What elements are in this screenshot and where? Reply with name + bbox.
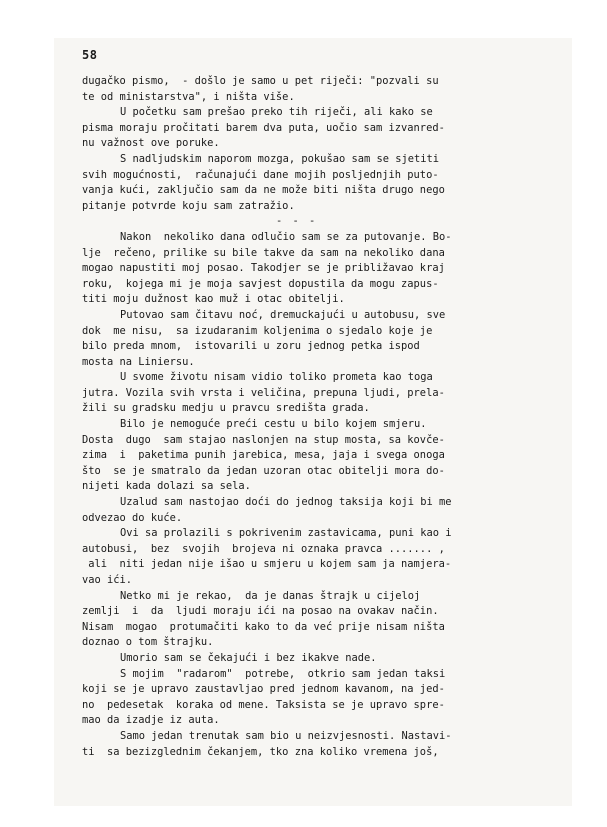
text-line: U svome životu nisam vidio toliko prometa kao toga <box>120 371 433 384</box>
text-line: te od ministarstva", i ništa više. <box>82 90 295 103</box>
text-line: S nadljudskim naporom mozga, pokušao sam se sjetiti <box>120 152 440 165</box>
text-line: Bilo je nemoguće preći cestu u bilo kojem smjeru. <box>120 418 427 431</box>
section-separator: - - - <box>276 215 318 228</box>
text-line: autobusi, bez svojih brojeva ni oznaka pravca ....... , <box>82 542 445 555</box>
text-line: svih mogućnosti, računajući dane mojih posljednjih puto- <box>82 168 439 181</box>
text-line: Uzalud sam nastojao doći do jednog taksija koji bi me <box>120 496 452 509</box>
text-line: nu važnost ove poruke. <box>82 137 220 150</box>
text-line: Netko mi je rekao, da je danas štrajk u cijeloj <box>120 589 421 602</box>
text-line: titi moju dužnost kao muž i otac obitelji. <box>82 293 345 306</box>
book-page <box>54 38 572 806</box>
text-line: mogao napustiti moj posao. Takodjer se je približavao kraj <box>82 262 445 275</box>
text-line: doznao o tom štrajku. <box>82 636 214 649</box>
text-line: dok me nisu, sa izudaranim koljenima o sjedalo koje je <box>82 324 433 337</box>
text-line: zemlji i da ljudi moraju ići na posao na ovakav način. <box>82 605 439 618</box>
text-line: žili su gradsku medju u pravcu središta grada. <box>82 402 370 415</box>
text-line: S mojim "radarom" potrebe, otkrio sam jedan taksi <box>120 667 446 680</box>
text-line: Ovi sa prolazili s pokrivenim zastavicama, puni kao i <box>120 527 452 540</box>
text-line: zima i paketima punih jarebica, mesa, jaja i svega onoga <box>82 449 445 462</box>
text-line: Nisam mogao protumačiti kako to da već prije nisam ništa <box>82 620 445 633</box>
text-line: koji se je upravo zaustavljao pred jednom kavanom, na jed- <box>82 683 445 696</box>
text-line: jutra. Vozila svih vrsta i veličina, prepuna ljudi, prela- <box>82 386 445 399</box>
text-line: ali niti jedan nije išao u smjeru u kojem sam ja namjera- <box>82 558 452 571</box>
text-line: vao ići. <box>82 574 133 586</box>
text-line: što se je smatralo da jedan uzoran otac obitelji mora do- <box>82 464 445 477</box>
page-number: 58 <box>82 48 98 62</box>
text-line: Samo jedan trenutak sam bio u neizvjesnosti. Nastavi- <box>120 729 452 742</box>
text-line: pitanje potvrde koju sam zatražio. <box>82 199 295 212</box>
text-line: mao da izadje iz auta. <box>82 714 220 727</box>
text-line: odvezao do kuće. <box>82 511 183 524</box>
text-line: vanja kući, zaključio sam da ne može biti ništa drugo nego <box>82 184 445 197</box>
text-line: Umorio sam se čekajući i bez ikakve nade. <box>120 651 377 664</box>
text-line: roku, kojega mi je moja savjest dopustila da mogu zapus- <box>82 277 439 290</box>
text-line: Putovao sam čitavu noć, dremuckajući u autobusu, sve <box>120 308 446 321</box>
text-line: U početku sam prešao preko tih riječi, ali kako se <box>120 106 433 119</box>
text-line: mosta na Liniersu. <box>82 355 195 368</box>
text-line: dugačko pismo, - došlo je samo u pet riječi: "pozvali su <box>82 75 439 87</box>
body-text <box>82 74 558 760</box>
text-line: pisma moraju pročitati barem dva puta, uočio sam izvanred- <box>82 121 445 134</box>
text-line: bilo preda mnom, istovarili u zoru jednog petka ispod <box>82 340 420 353</box>
text-line: nijeti kada dolazi sa sela. <box>82 480 251 493</box>
text-line: lje rečeno, prilike su bile takve da sam na nekoliko dana <box>82 246 445 259</box>
text-line: Nakon nekoliko dana odlučio sam se za putovanje. Bo- <box>120 230 452 243</box>
text-line: ti sa bezizglednim čekanjem, tko zna koliko vremena još, <box>82 745 439 758</box>
text-line: Dosta dugo sam stajao naslonjen na stup mosta, sa kovče- <box>82 433 445 446</box>
text-line: no pedesetak koraka od mene. Taksista se je upravo spre- <box>82 698 445 711</box>
